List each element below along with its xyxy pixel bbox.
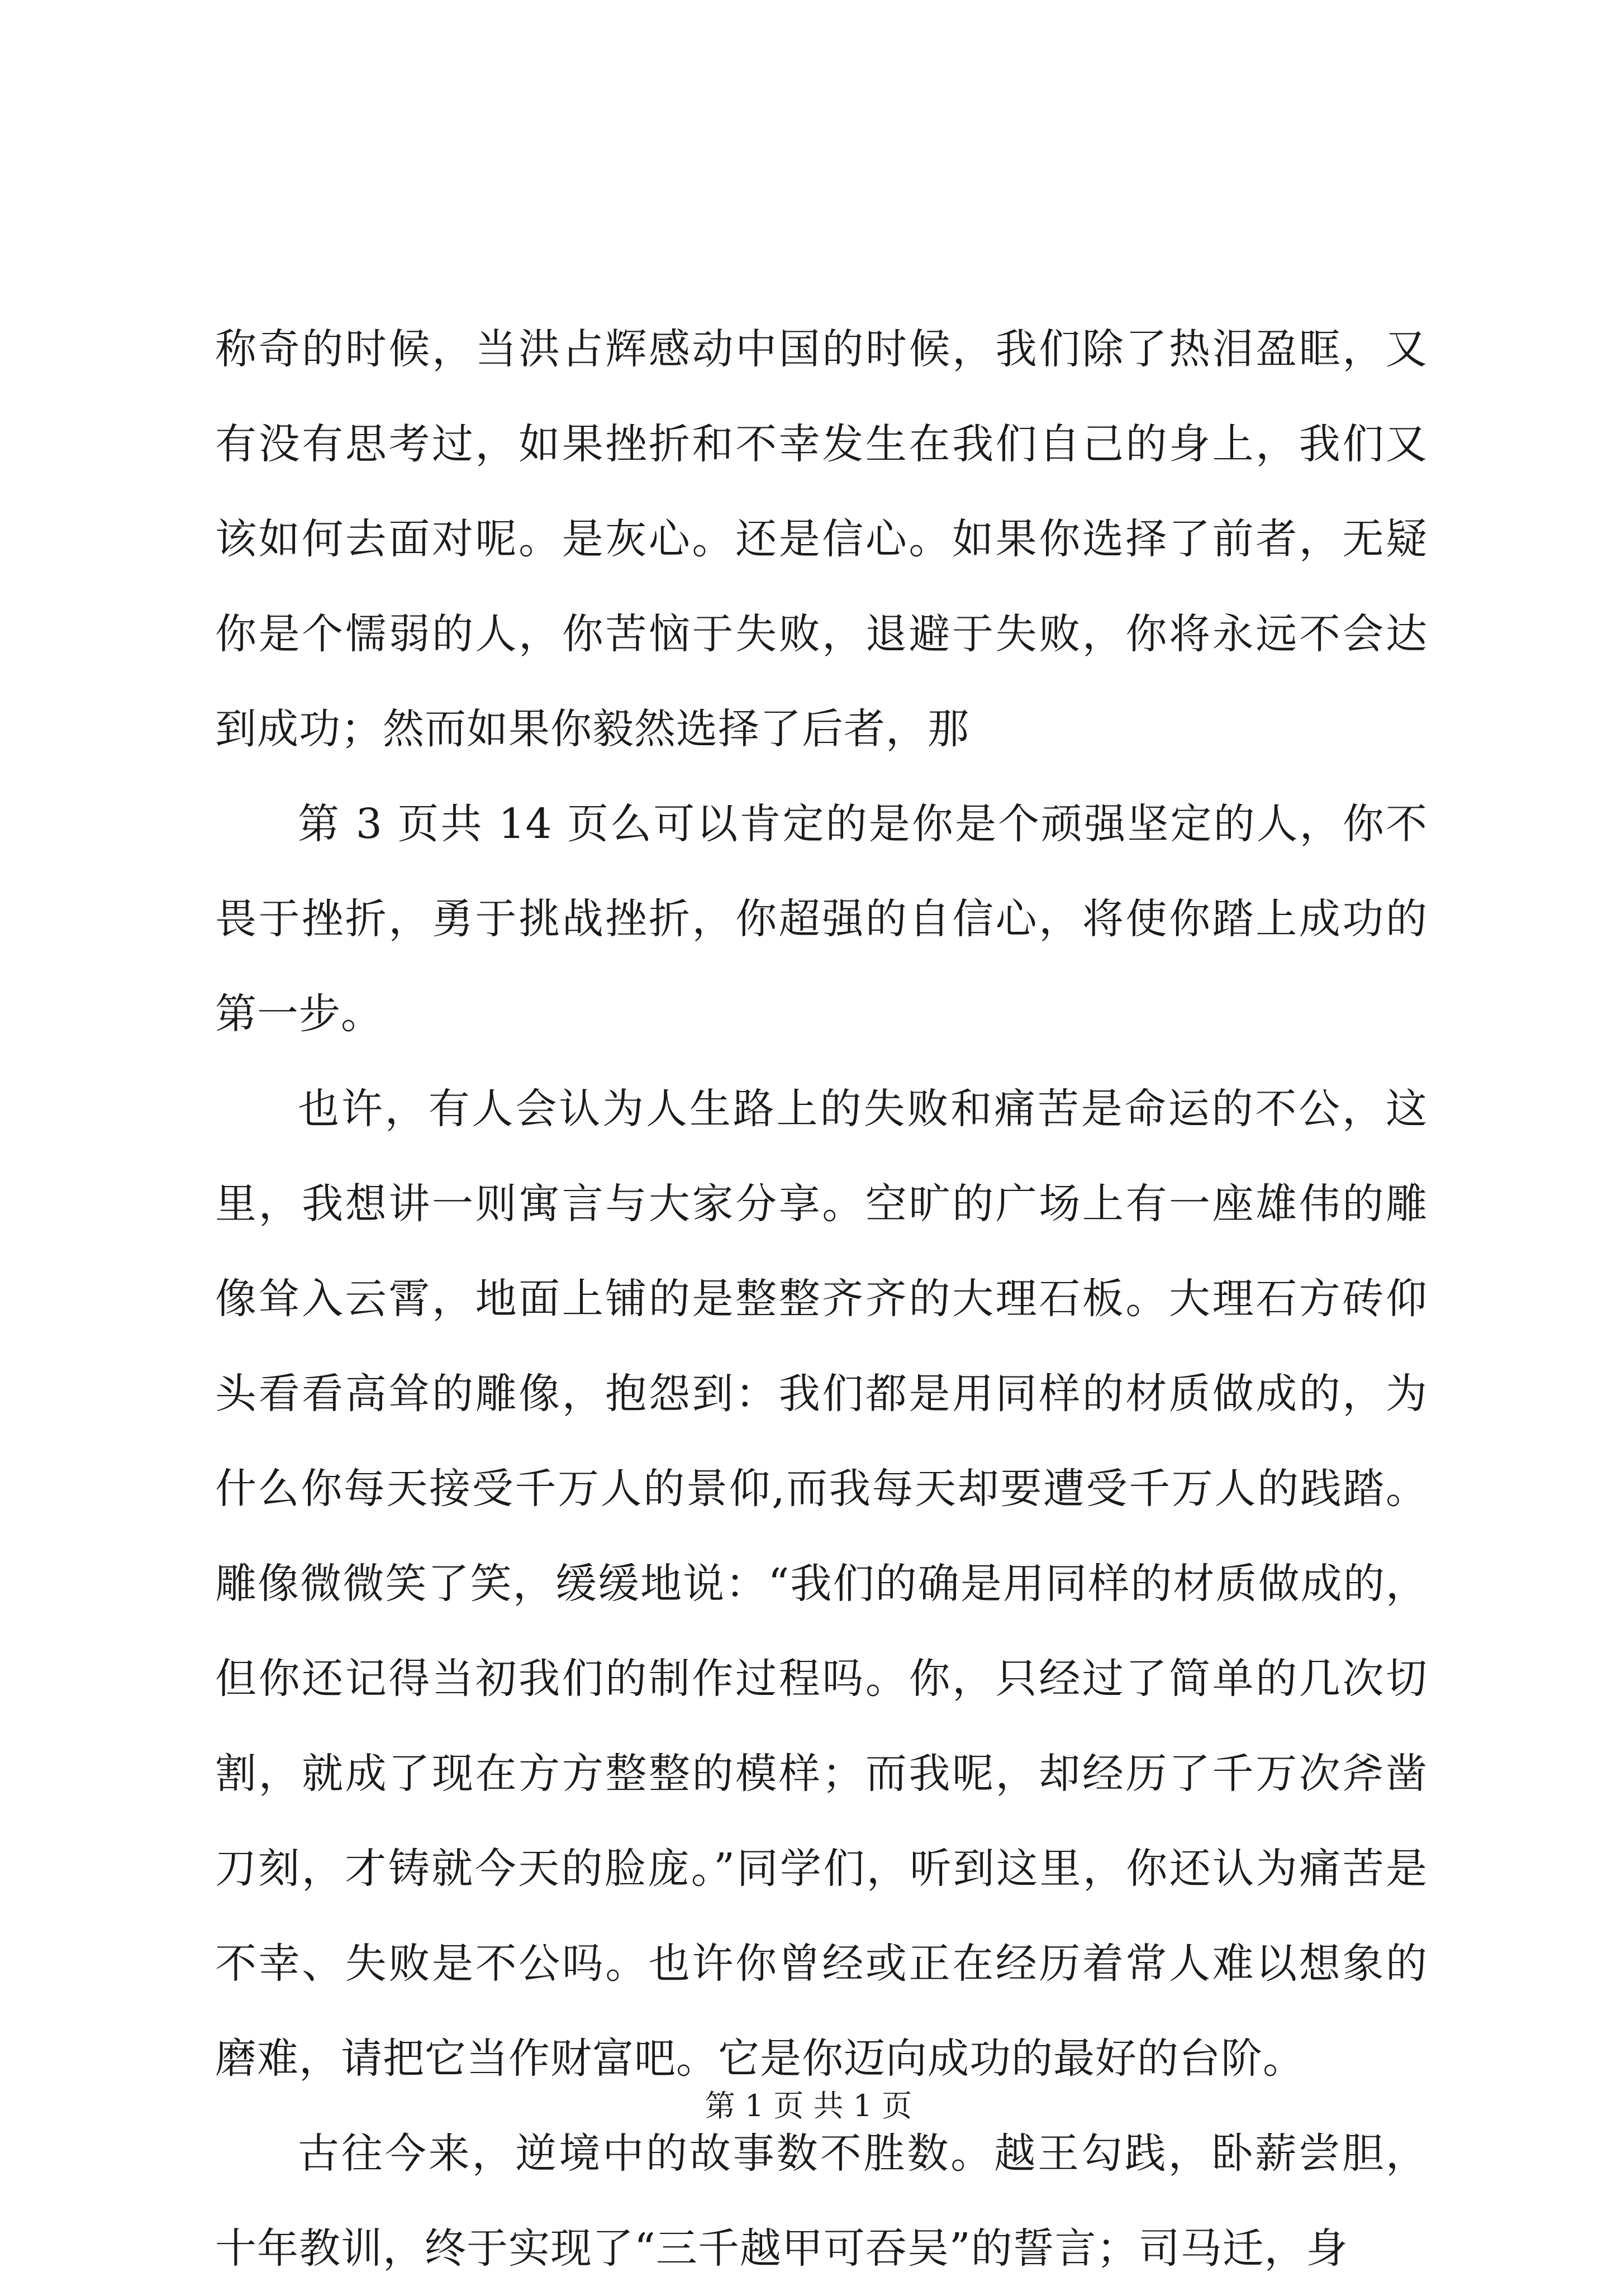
paragraph-4: 古往今来，逆境中的故事数不胜数。越王勾践，卧薪尝胆，十年教训，终于实现了“三千越甲可吞吴”的誓言；司马迁，身 — [215, 2130, 1428, 2273]
page-footer: 第 1 页 共 1 页 — [705, 2088, 912, 2123]
paragraph-2: 第 3 页共 14 页么可以肯定的是你是个顽强坚定的人，你不畏于挫折，勇于挑战挫折，你超强的自信心，将使你踏上成功的第一步。 — [215, 800, 1428, 1038]
paragraph-1: 称奇的时候，当洪占辉感动中国的时候，我们除了热泪盈眶，又有没有思考过，如果挫折和不幸发生在我们自己的身上，我们又该如何去面对呢。是灰心。还是信心。如果你选择了前者，无疑你是个懦弱的人，你苦恼于失败，退避于失败，你将永远不会达到成功；然而如果你毅然选择了后者，那 — [215, 325, 1428, 753]
paragraph-3: 也许，有人会认为人生路上的失败和痛苦是命运的不公，这里，我想讲一则寓言与大家分享。空旷的广场上有一座雄伟的雕像耸入云霄，地面上铺的是整整齐齐的大理石板。大理石方砖仰头看看高耸的雕像，抱怨到：我们都是用同样的材质做成的，为什么你每天接受千万人的景仰,而我每天却要遭受千万人的践踏。雕像微微笑了笑，缓缓地说：“我们的确是用同样的材质做成的，但你还记得当初我们的制作过程吗。你，只经过了简单的几次切割，就成了现在方方整整的模样；而我呢，却经历了千万次斧凿刀刻，才铸就今天的脸庞。”同学们，听到这里，你还认为痛苦是不幸、失败是不公吗。也许你曾经或正在经历着常人难以想象的磨难，请把它当作财富吧。它是你迈向成功的最好的台阶。 — [215, 1085, 1428, 2083]
document-body — [215, 302, 1428, 2296]
